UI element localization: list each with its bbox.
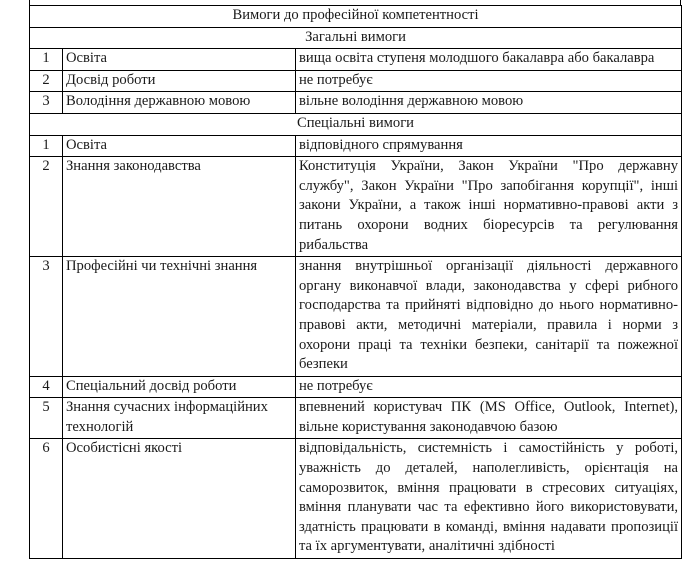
requirement-value-cell: впевнений користувач ПК (MS Office, Outlook, Internet), вільне користування законодавчою базою [296, 398, 682, 439]
table-row [30, 157, 682, 257]
table-row [30, 49, 682, 71]
row-number-cell: 1 [30, 135, 63, 157]
requirement-value-cell: відповідальність, системність і самостійність у роботі, уважність до деталей, наполегливість, орієнтація на саморозвиток, вміння працювати в стресових ситуаціях, вміння планувати час та ефективно його використовувати, здатність працювати в команді, вміння надавати пропозиції та їх аргументувати, аналітичні здібності [296, 439, 682, 559]
table-row [30, 398, 682, 439]
requirement-label-cell: Знання законодавства [63, 157, 296, 257]
requirement-label-cell: Особистісні якості [63, 439, 296, 559]
requirement-value-cell: знання внутрішньої організації діяльності державного органу виконавчої влади, законодавства у сфері рибного господарства та прийняті відповідно до нього нормативно-правові акти, методичні матеріали, правила і норми з охорони праці та техніки безпеки, санітарії та пожежної безпеки [296, 257, 682, 377]
row-number-cell: 3 [30, 92, 63, 114]
requirement-label-cell: Спеціальний досвід роботи [63, 376, 296, 398]
row-number-cell: 6 [30, 439, 63, 559]
table-row [30, 257, 682, 377]
table-title-row [30, 6, 682, 28]
section-heading-cell: Загальні вимоги [30, 27, 682, 49]
requirement-value-cell: відповідного спрямування [296, 135, 682, 157]
row-number-cell: 3 [30, 257, 63, 377]
table-row [30, 376, 682, 398]
table-row [30, 70, 682, 92]
requirement-value-cell: вільне володіння державною мовою [296, 92, 682, 114]
table-row [30, 92, 682, 114]
row-number-cell: 4 [30, 376, 63, 398]
table-row [30, 439, 682, 559]
table-title-cell: Вимоги до професійної компетентності [30, 6, 682, 28]
requirement-value-cell: вища освіта ступеня молодшого бакалавра або бакалавра [296, 49, 682, 71]
professional-competence-requirements-table [29, 5, 682, 559]
requirement-label-cell: Освіта [63, 49, 296, 71]
table-row [30, 135, 682, 157]
requirement-value-cell: не потребує [296, 376, 682, 398]
requirement-label-cell: Професійні чи технічні знання [63, 257, 296, 377]
row-number-cell: 2 [30, 70, 63, 92]
section-heading-cell: Спеціальні вимоги [30, 113, 682, 135]
row-number-cell: 2 [30, 157, 63, 257]
requirement-label-cell: Володіння державною мовою [63, 92, 296, 114]
requirement-value-cell: Конституція України, Закон України "Про державну службу", Закон України "Про запобігання корупції", інші закони України, а також інші нормативно-правові акти з питань охорони водних біоресурсів та регулювання рибальства [296, 157, 682, 257]
requirement-value-cell: не потребує [296, 70, 682, 92]
requirement-label-cell: Знання сучасних інформаційних технологій [63, 398, 296, 439]
row-number-cell: 1 [30, 49, 63, 71]
requirement-label-cell: Освіта [63, 135, 296, 157]
requirement-label-cell: Досвід роботи [63, 70, 296, 92]
section-heading-row [30, 27, 682, 49]
table-body [30, 6, 682, 559]
row-number-cell: 5 [30, 398, 63, 439]
section-heading-row [30, 113, 682, 135]
